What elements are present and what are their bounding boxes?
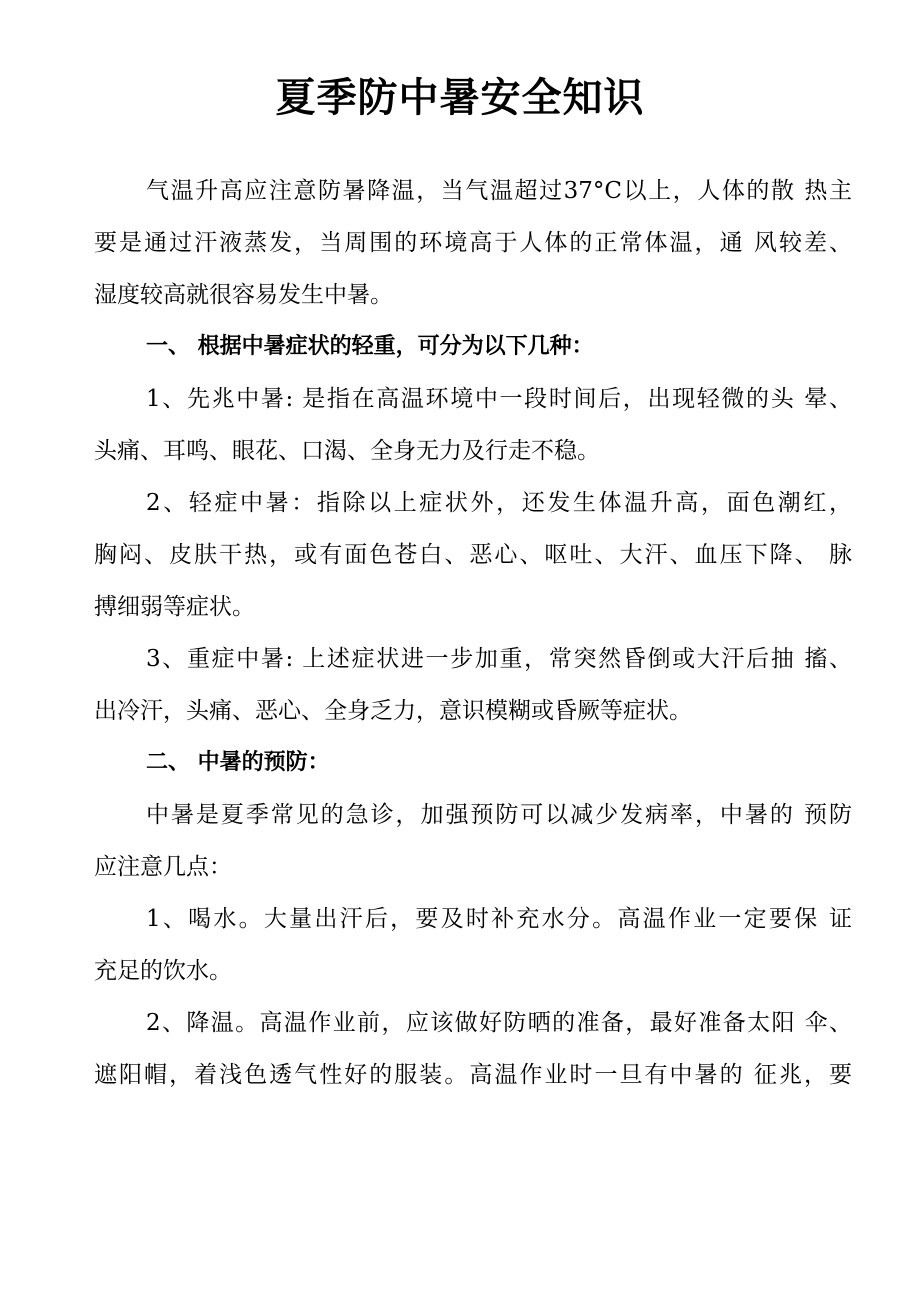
paragraph (94, 639, 852, 743)
section-heading (94, 327, 852, 379)
paragraph (94, 1003, 852, 1107)
paragraph (94, 171, 852, 327)
text-line: 搏细弱等症状。 (94, 594, 255, 620)
text-line: 应注意几点： (94, 854, 232, 880)
text-line: 中暑是夏季常见的急诊，加强预防可以减少发病率，中暑的 预防 (146, 802, 852, 828)
document-body (94, 171, 852, 1107)
text-line: 要是通过汗液蒸发，当周围的环境高于人体的正常体温，通 风较差、 (94, 230, 852, 256)
text-line: 3、重症中暑: 上述症状进一步加重，常突然昏倒或大汗后抽 搐、 (146, 646, 852, 672)
text-line: 二、 中暑的预防： (146, 750, 330, 775)
text-line: 1、喝水。大量出汗后，要及时补充水分。高温作业一定要保 证 (146, 906, 852, 932)
paragraph (94, 483, 852, 639)
text-line: 胸闷、皮肤干热，或有面色苍白、恶心、呕吐、大汗、血压下降、 脉 (94, 542, 852, 568)
text-line: 出冷汗，头痛、恶心、全身乏力，意识模糊或昏厥等症状。 (94, 698, 692, 724)
text-line: 头痛、耳鸣、眼花、口渴、全身无力及行走不稳。 (94, 438, 600, 464)
text-line: 遮阳帽，着浅色透气性好的服装。高温作业时一旦有中暑的 征兆，要 (94, 1062, 852, 1088)
paragraph (94, 379, 852, 483)
section-heading (94, 743, 852, 795)
paragraph (94, 795, 852, 899)
text-line: 一、 根据中暑症状的轻重，可分为以下几种： (146, 334, 594, 359)
text-line: 湿度较高就很容易发生中暑。 (94, 282, 393, 308)
document-title: 夏季防中暑安全知识 (275, 75, 645, 121)
text-line: 2、降温。高温作业前，应该做好防晒的准备，最好准备太阳 伞、 (146, 1010, 852, 1036)
text-line: 1、先兆中暑: 是指在高温环境中一段时间后，出现轻微的头 晕、 (146, 386, 852, 412)
text-line: 气温升高应注意防暑降温，当气温超过37°C以上，人体的散 热主 (146, 178, 852, 204)
text-line: 充足的饮水。 (94, 958, 232, 984)
text-line: 2、轻症中暑：指除以上症状外，还发生体温升高，面色潮红， (146, 490, 852, 516)
paragraph (94, 899, 852, 1003)
